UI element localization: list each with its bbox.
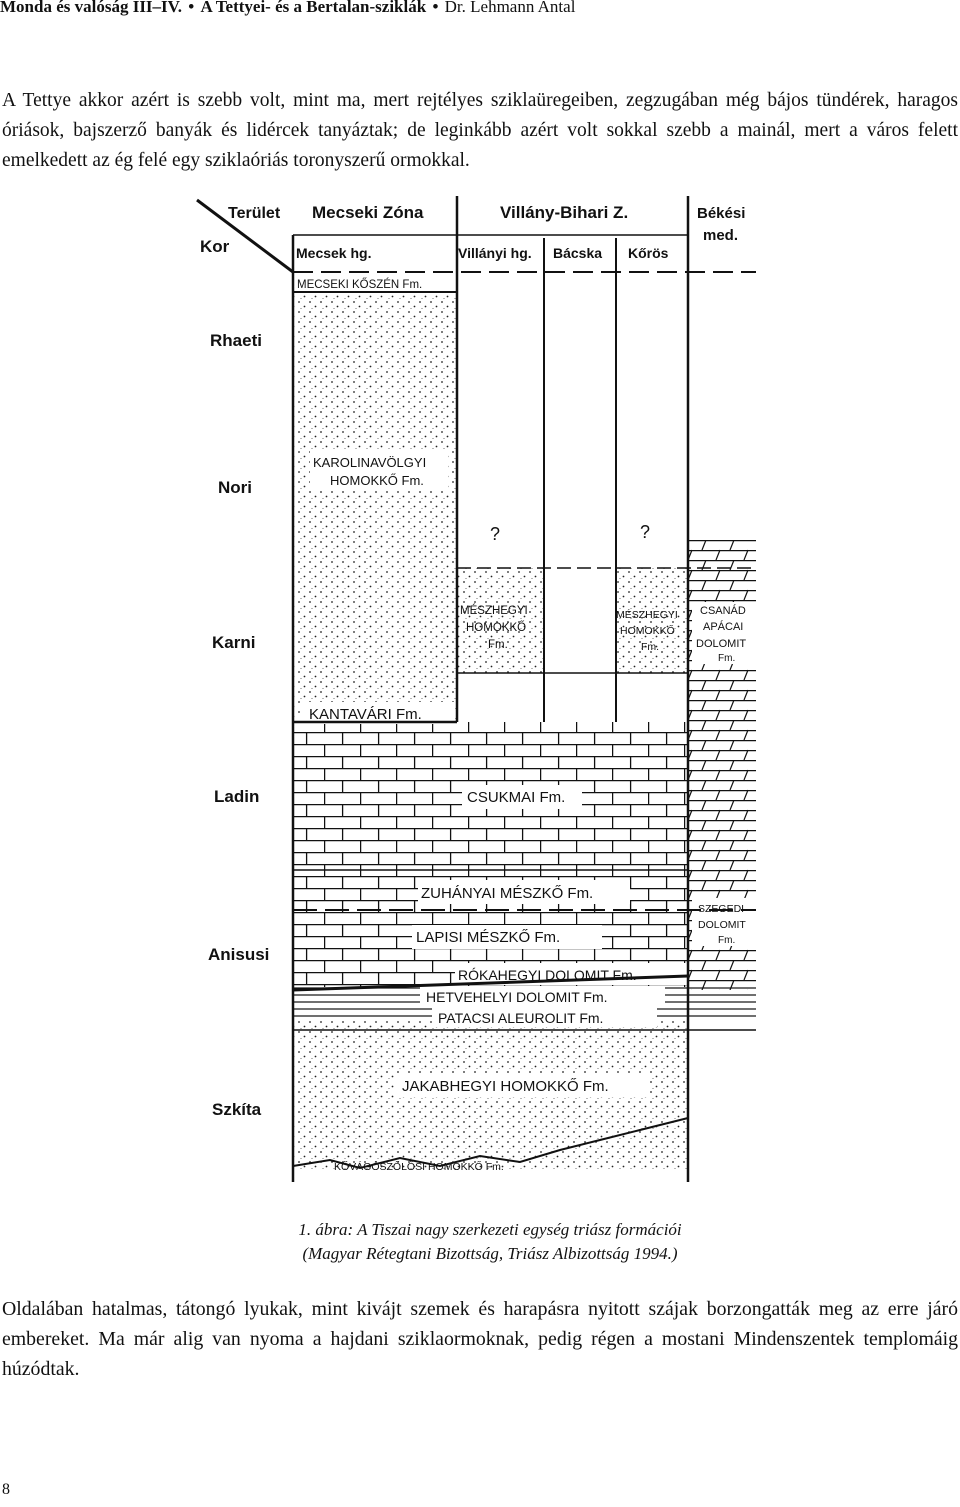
intro-paragraph: A Tettye akkor azért is szebb volt, mint ma, mert rejtélyes sziklaüregeiben, zegzugában még bájos tündérek, haragos óriások, bajszerző banyák és lidércek tanyáztak; de leginkább azért volt sokkal szebb a mainál, mert a város felett emelkedett az ég felé egy sziklaóriás toronyszerű ormokkal. [2, 90, 958, 171]
formation-kovagoszolosi: KŐVÁGÓSZŐLŐSI HOMOKKŐ Fm. [334, 1161, 504, 1173]
formation-jakabhegyi: JAKABHEGYI HOMOKKŐ Fm. [402, 1078, 609, 1095]
formation-szegedi-3: Fm. [718, 935, 736, 946]
formation-patacsi: PATACSI ALEUROLIT Fm. [438, 1010, 604, 1026]
age-ladin: Ladin [214, 787, 260, 806]
formation-karolinavolgyi-2: HOMOKKŐ Fm. [330, 473, 424, 488]
formation-mecseki-koszen: MECSEKI KŐSZÉN Fm. [297, 279, 423, 291]
age-label: Kor [200, 237, 230, 256]
formation-zuhanyai: ZUHÁNYAI MÉSZKŐ Fm. [421, 885, 594, 902]
bekesi-basin-label-2: med. [703, 227, 739, 244]
koros-unit-label: Kőrös [628, 245, 669, 261]
bekesi-basin-label: Békési [697, 205, 746, 222]
formation-karolinavolgyi: KAROLINAVÖLGYI [313, 455, 427, 470]
formation-meszhegyi-koros: MÉSZHEGYI [616, 609, 678, 621]
formation-szegedi-2: DOLOMIT [698, 919, 746, 931]
mecseki-zone-label: Mecseki Zóna [312, 203, 424, 222]
formation-csanad: CSANÁD [700, 605, 746, 617]
formation-hetvehelyi: HETVEHELYI DOLOMIT Fm. [426, 989, 608, 1005]
unknown-marker: ? [640, 522, 651, 542]
header-book-title: Monda és valóság III–IV. [0, 0, 183, 16]
age-anisusi: Anisusi [208, 945, 270, 964]
unknown-marker: ? [490, 524, 501, 544]
villanyi-unit-label: Villányi hg. [458, 245, 532, 261]
formation-szegedi: SZEGEDI [698, 903, 745, 915]
formation-rokahegyi: RÓKAHEGYI DOLOMIT Fm. [458, 967, 637, 983]
formation-meszhegyi-koros-3: Fm. [641, 641, 660, 653]
figure-caption-line-2: (Magyar Rétegtani Bizottság, Triász Albizottság 1994.) [302, 1244, 678, 1263]
formation-csanad-4: Fm. [718, 653, 736, 664]
outro-paragraph: Oldalában hatalmas, tátongó lyukak, mint kivájt szemek és harapásra nyitott szájak borzongatták meg az erre járó embereket. Ma már alig van nyoma a hajdani sziklaormoknak, pedig régen a mostani Mindenszentek templomáig húzódtak. [2, 1298, 958, 1380]
mecsek-unit-label: Mecsek hg. [296, 245, 372, 261]
age-karni: Karni [212, 633, 256, 652]
figure-caption-line-1: 1. ábra: A Tiszai nagy szerkezeti egység triász formációi [298, 1220, 682, 1239]
formation-csanad-2: APÁCAI [703, 621, 744, 633]
bacska-unit-label: Bácska [553, 245, 603, 261]
formation-kantavari: KANTAVÁRI Fm. [309, 706, 422, 723]
area-label: Terület [228, 205, 281, 222]
formation-meszhegyi-villany-2: HOMOKKŐ [466, 622, 527, 634]
formation-csanad-3: DOLOMIT [696, 638, 747, 650]
header-author: Dr. Lehmann Antal [444, 0, 576, 16]
age-szkita: Szkíta [212, 1100, 262, 1119]
villany-bihari-zone-label: Villány-Bihari Z. [500, 203, 629, 222]
age-nori: Nori [218, 478, 252, 497]
figure-caption [240, 1218, 740, 1266]
formation-lapisi: LAPISI MÉSZKŐ Fm. [416, 929, 561, 946]
formation-meszhegyi-villany-3: Fm. [488, 639, 508, 651]
age-rhaeti: Rhaeti [210, 331, 262, 350]
formation-meszhegyi-koros-2: HOMOKKŐ [620, 625, 675, 637]
formation-csukmai: CSUKMAI Fm. [467, 789, 566, 806]
page-number: 8 [2, 1481, 10, 1498]
header-separator: • [432, 0, 439, 16]
header-chapter-title: A Tettyei- és a Bertalan-sziklák [200, 0, 427, 16]
header-separator: • [188, 0, 195, 16]
formation-meszhegyi-villany: MÉSZHEGYI [460, 605, 528, 617]
